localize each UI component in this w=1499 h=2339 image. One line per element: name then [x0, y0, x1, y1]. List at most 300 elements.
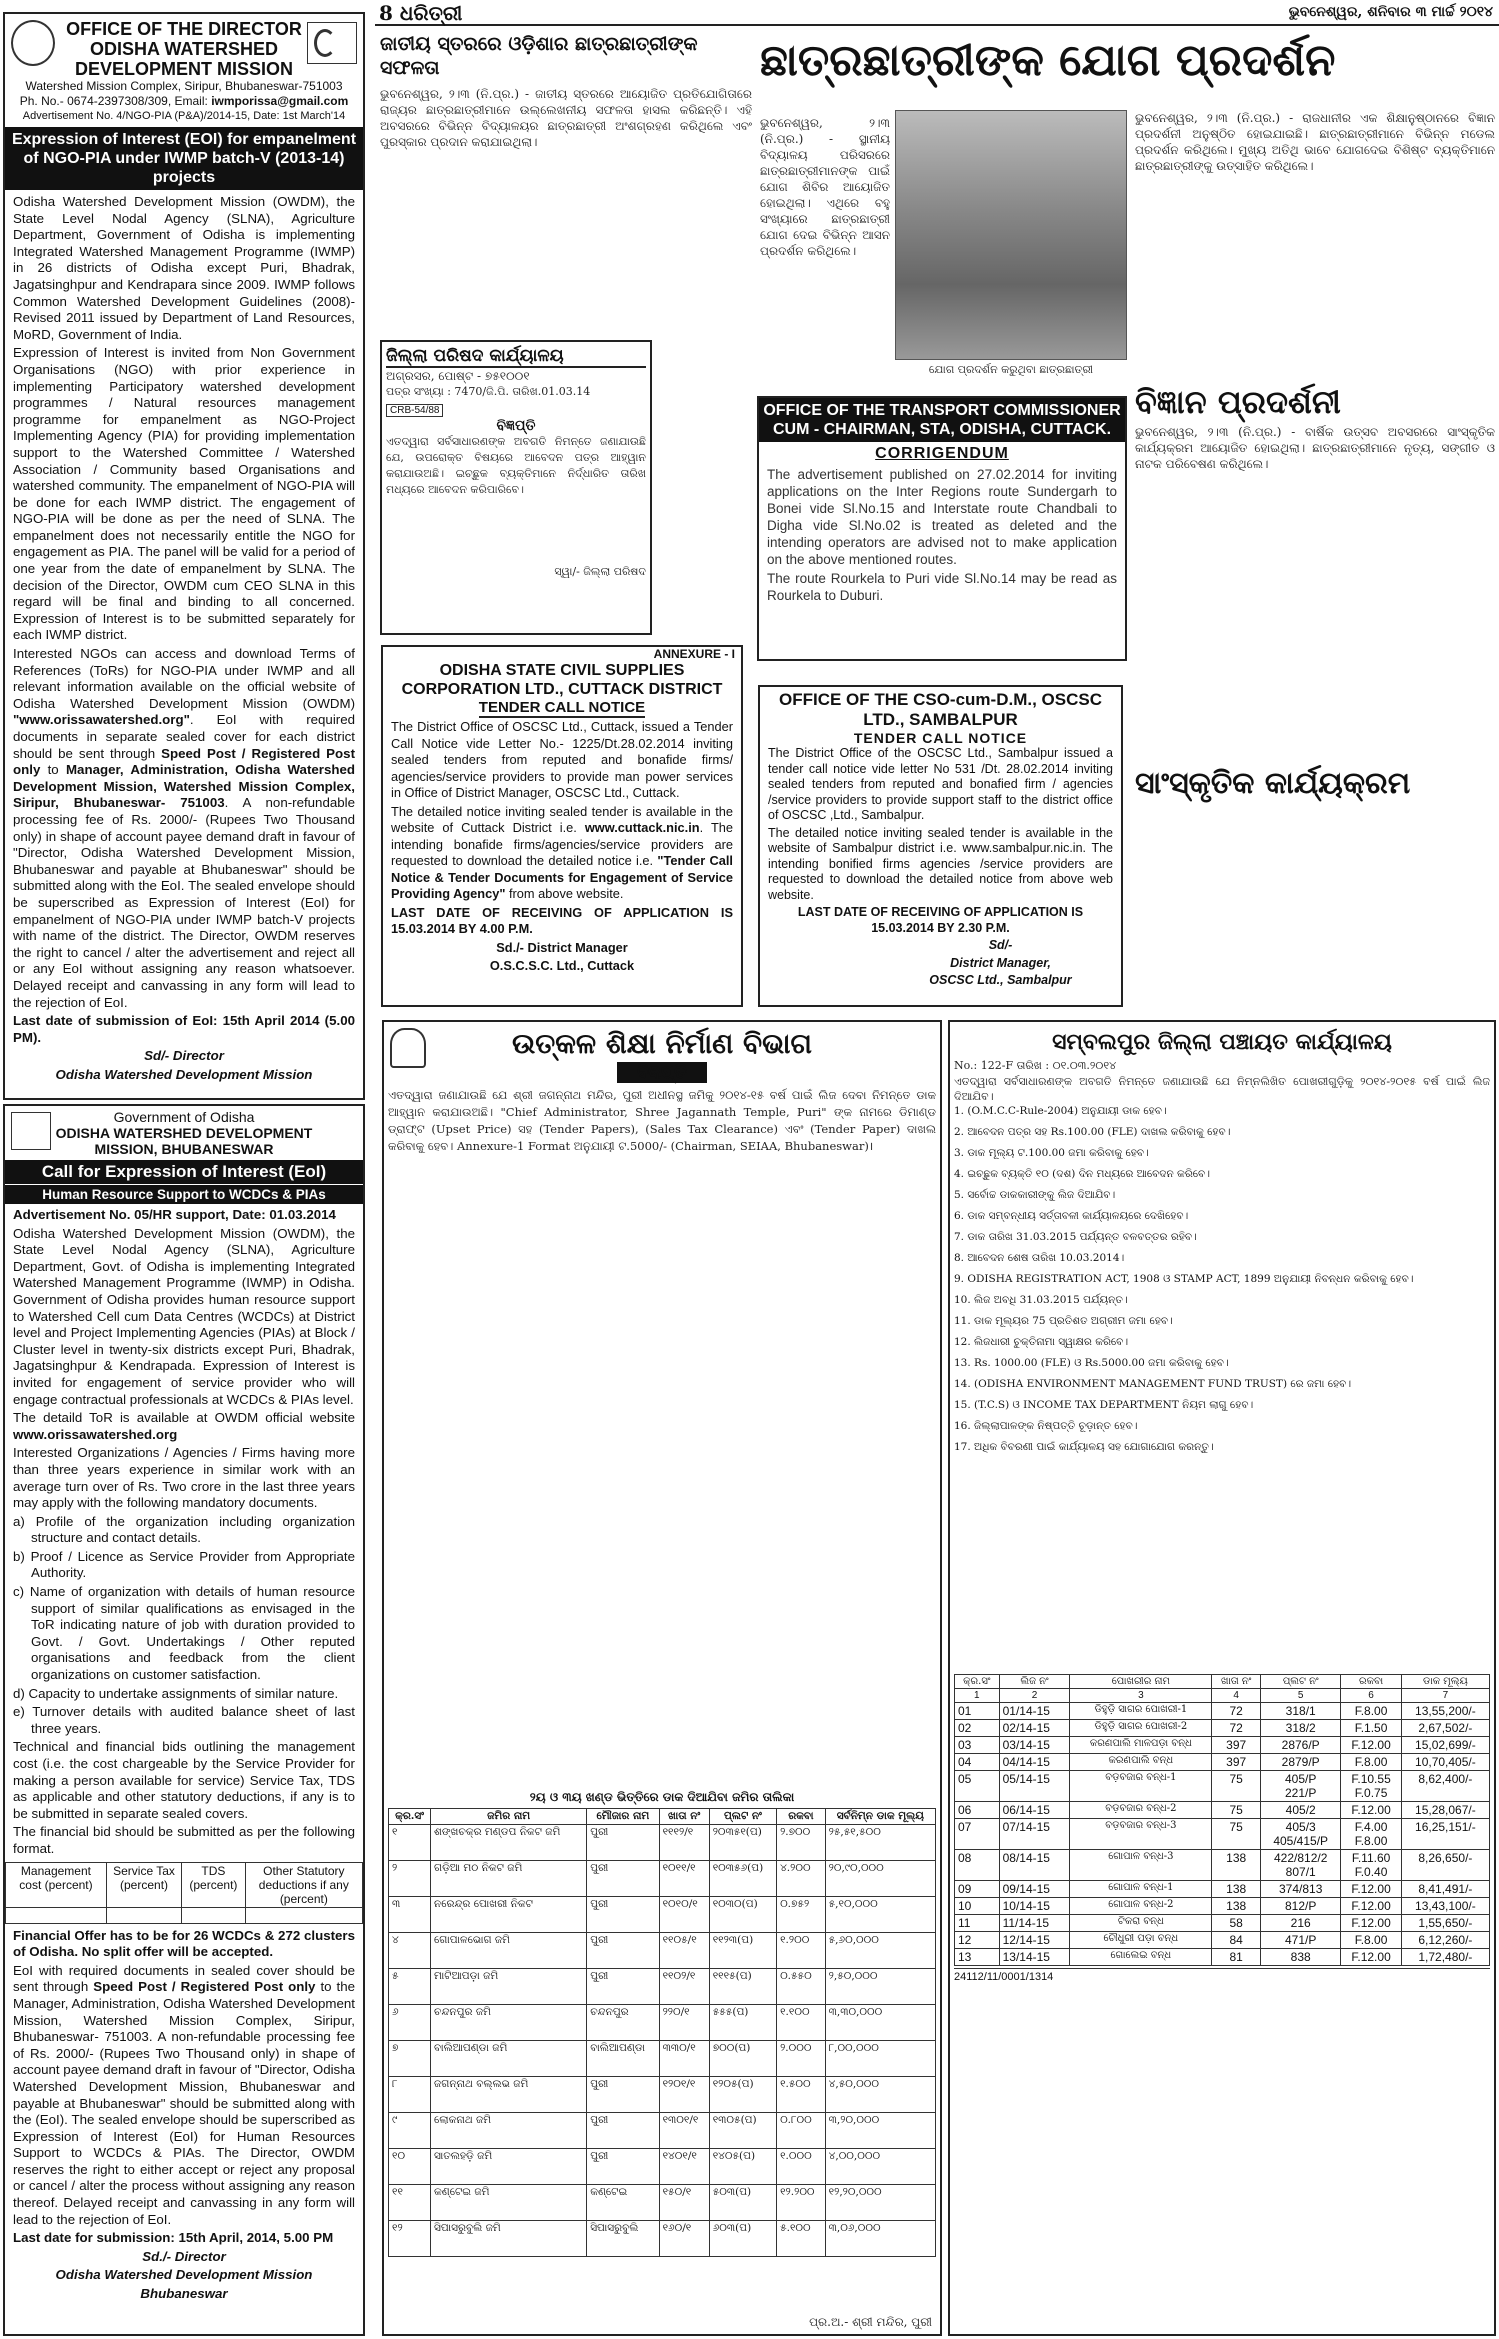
table-cell: 471/P	[1261, 1932, 1341, 1949]
news-article-right	[1135, 110, 1495, 1010]
table-cell: ୪.୨୦୦	[777, 1861, 826, 1897]
title-line: DEVELOPMENT MISSION	[74, 59, 294, 79]
table-cell: ୭୦୦(ପ)	[709, 2041, 776, 2077]
table-cell: ୧.୦୦୦	[777, 2149, 826, 2185]
table-cell: ସିପାସରୁବୁଲି ଜମି	[431, 2221, 587, 2257]
table-cell: ୩,୨୦,୦୦୦	[825, 2113, 935, 2149]
table-cell: F.1.50	[1341, 1720, 1401, 1737]
ad-subtitle: ବିଜ୍ଞପ୍ତି	[617, 1062, 707, 1083]
text: . The intending bonafide firms/agencies/service providers are requested to download the detailed notice i.e.	[391, 820, 733, 868]
table-row	[955, 1949, 1490, 1966]
text: The detaild ToR is available at OWDM official website	[13, 1410, 355, 1426]
column-header: ରକବା	[777, 1809, 826, 1825]
column-number: 7	[1401, 1689, 1489, 1703]
table-cell: 06/14-15	[999, 1802, 1070, 1819]
table-cell: 12	[955, 1932, 1000, 1949]
table-cell: F.12.00	[1341, 1802, 1401, 1819]
last-date: Last date of submission of EoI: 15th April 2014 (5.00 PM).	[13, 1013, 355, 1045]
condition-item: 15. (T.C.S) ଓ INCOME TAX DEPARTMENT ନିୟମ ଲାଗୁ ହେବ।	[954, 1399, 1254, 1411]
table-cell: ୧୩୦୫(ପ)	[709, 2113, 776, 2149]
paragraph: The route Rourkela to Puri vide Sl.No.14 may be read as Rourkela to Duburi.	[767, 571, 1117, 603]
reference-number: No.: 122-F ତାରିଖ : ୦୧.୦୩.୨୦୧୪	[954, 1059, 1117, 1072]
condition-item: 1. (O.M.C.C-Rule-2004) ଅନୁଯାୟୀ ଡାକ ହେବ।	[954, 1105, 1167, 1117]
table-cell: ୩୩୦/୧	[659, 2041, 709, 2077]
table-cell: 01/14-15	[999, 1703, 1070, 1720]
table-cell: 81	[1212, 1949, 1261, 1966]
table-cell: ବଡ଼ବଜାର ବନ୍ଧ-2	[1070, 1802, 1212, 1819]
table-cell: ବଡ଼ବଜାର ବନ୍ଧ-3	[1070, 1819, 1212, 1850]
table-row	[389, 2185, 936, 2221]
table-cell: F.4.00 F.8.00	[1341, 1819, 1401, 1850]
headline: ବିଜ୍ଞାନ ପ୍ରଦର୍ଶନୀ	[1135, 383, 1341, 421]
table-cell: ୦.୫୫୦	[777, 1969, 826, 2005]
signature: Sd./- District Manager	[496, 939, 628, 955]
table-cell: 75	[1212, 1819, 1261, 1850]
table-cell: ୧୦୧୦/୧	[659, 1897, 709, 1933]
paragraph: The District Office of the OSCSC Ltd., Sambalpur issued a tender call notice vide letter No 531 /Dt. 28.02.2014 inviting sealed tenders from reputed and bonafied firm / agencies /service providers to provide support staff to the district office of OSCSC ,Ltd., Sambalpur.	[768, 746, 1113, 822]
table-cell: 2876/P	[1261, 1737, 1341, 1754]
table-cell: ଗୋପାଳ ବନ୍ଧ-1	[1070, 1881, 1212, 1898]
table-cell: F.12.00	[1341, 1898, 1401, 1915]
page-number: 8 ଧରିତ୍ରୀ	[379, 1, 463, 25]
table-cell: ୧୪୦୧/୧	[659, 2149, 709, 2185]
table-cell: ୧.୫୦୦	[777, 2077, 826, 2113]
column-header: Management cost (percent)	[6, 1862, 107, 1907]
table-cell: 15,28,067/-	[1401, 1802, 1489, 1819]
pond-lease-ad	[948, 1020, 1496, 2336]
table-cell: 12/14-15	[999, 1932, 1070, 1949]
ad-code: CRB-54/88	[386, 404, 443, 417]
table-row	[389, 2113, 936, 2149]
table-cell: 75	[1212, 1771, 1261, 1802]
text: Manager, Administration, Odisha Watershed Development Mission, Watershed Mission Complex, Siripur, Bhubaneswar- 751003	[13, 762, 355, 811]
table-row	[955, 1850, 1490, 1881]
table-cell: ୪,୦୦,୦୦୦	[825, 2149, 935, 2185]
last-date: Last date for submission: 15th April, 2014, 5.00 PM	[13, 2230, 334, 2246]
table-cell: ୫,୧୦,୦୦୦	[825, 1897, 935, 1933]
table-cell: ଚୌଧୁରୀ ପଡ଼ା ବନ୍ଧ	[1070, 1932, 1212, 1949]
table-cell: ୦.୮୦୦	[777, 2113, 826, 2149]
table-cell: ୮	[389, 2077, 431, 2113]
table-cell: 812/P	[1261, 1898, 1341, 1915]
table-row	[955, 1737, 1490, 1754]
table-cell: ୩,୩୦,୦୦୦	[825, 2005, 935, 2041]
table-cell: F.11.60 F.0.40	[1341, 1850, 1401, 1881]
table-row	[955, 1898, 1490, 1915]
column-header: କ୍ର.ସଂ	[955, 1675, 1000, 1689]
table-cell: ୧୦୩୦(ପ)	[709, 1897, 776, 1933]
table-cell: 422/812/2 807/1	[1261, 1850, 1341, 1881]
column-header: ରକବା	[1341, 1675, 1401, 1689]
column-header: ଜମିର ନାମ	[431, 1809, 587, 1825]
table-cell: 2879/P	[1261, 1754, 1341, 1771]
text: from above website.	[505, 886, 624, 901]
table-cell: 216	[1261, 1915, 1341, 1932]
table-cell: 405/3 405/415/P	[1261, 1819, 1341, 1850]
condition-item: 11. ଡାକ ମୂଲ୍ୟର 75 ପ୍ରତିଶତ ଅଗ୍ରୀମ ଜମା ହେବ।	[954, 1315, 1173, 1327]
table-header-row	[955, 1675, 1490, 1689]
conditions-list	[954, 1104, 1490, 1674]
table-cell: 13	[955, 1949, 1000, 1966]
table-cell: ଡିହୁଡ଼ି ସାଗର ପୋଖରୀ-1	[1070, 1703, 1212, 1720]
transport-corrigendum-ad	[757, 396, 1127, 661]
table-cell: 397	[1212, 1754, 1261, 1771]
column-header: ଖାତା ନଂ	[659, 1809, 709, 1825]
table-row	[955, 1819, 1490, 1850]
eoi-banner: Call for Expression of Interest (EoI)	[5, 1160, 363, 1184]
table-cell: 318/1	[1261, 1703, 1341, 1720]
signature: ପ୍ର.ଅ.- ଶ୍ରୀ ମନ୍ଦିର, ପୁରୀ	[809, 2315, 932, 2329]
condition-item: 9. ODISHA REGISTRATION ACT, 1908 ଓ STAMP ACT, 1899 ଅନୁଯାୟୀ ନିବନ୍ଧନ କରିବାକୁ ହେବ।	[954, 1273, 1414, 1285]
table-cell: F.8.00	[1341, 1754, 1401, 1771]
paragraph: Interested Organizations / Agencies / Firms having more than three years experience in similar work with an average turn over of Rs. Two crore in the last three years may apply with the following mandatory documents.	[13, 1445, 355, 1511]
condition-item: 13. Rs. 1000.00 (FLE) ଓ Rs.5000.00 ଜମା କରିବାକୁ ହେବ।	[954, 1357, 1229, 1369]
table-cell: 405/2	[1261, 1802, 1341, 1819]
table-cell: ପୁରୀ	[587, 2113, 659, 2149]
table-cell: ୨୦୩୫୧(ପ)	[709, 1825, 776, 1861]
condition-item: 6. ଡାକ ସମ୍ବନ୍ଧୀୟ ସର୍ତ୍ତାବଳୀ କାର୍ଯ୍ୟାଳୟରେ ଦେଖିହେବ।	[954, 1210, 1189, 1222]
table-cell: ଚନ୍ଦନପୁର	[587, 2005, 659, 2041]
table-cell: 10/14-15	[999, 1898, 1070, 1915]
annexure-label: ANNEXURE - I	[653, 647, 735, 661]
email-link[interactable]: iwmporissa@gmail.com	[211, 94, 349, 108]
page-masthead	[375, 0, 1499, 26]
table-cell: ଚନ୍ଦନପୁର ଜମି	[431, 2005, 587, 2041]
column-header: ଲିଜ ନଂ	[999, 1675, 1070, 1689]
table-cell: ୫୦୩(ପ)	[709, 2185, 776, 2221]
table-cell: ୧୩୦୧/୧	[659, 2113, 709, 2149]
table-cell: 10,70,405/-	[1401, 1754, 1489, 1771]
signature: District Manager,	[950, 955, 1051, 970]
article-body: ଭୁବନେଶ୍ୱର, ୨।୩ (ନି.ପ୍ର.) - ବାର୍ଷିକ ଉତ୍ସବ ଅବସରରେ ସାଂସ୍କୃତିକ କାର୍ଯ୍ୟକ୍ରମ ଆୟୋଜିତ ହୋଇଥିଲା। ଛାତ୍ରଛାତ୍ରୀମାନେ ନୃତ୍ୟ, ସଙ୍ଗୀତ ଓ ନାଟକ ପରିବେଷଣ କରିଥିଲେ।	[1135, 425, 1495, 471]
eoi-banner: Expression of Interest (EOI) for empanelment of NGO-PIA under IWMP batch-V (2013-14) projects	[5, 127, 363, 190]
table-cell: ଗୋପାଳ ବନ୍ଧ-3	[1070, 1850, 1212, 1881]
column-header: ଡାକ ମୂଲ୍ୟ	[1401, 1675, 1489, 1689]
table-cell: ୨୨୦/୧	[659, 2005, 709, 2041]
table-cell: ୧୨,୨୦,୦୦୦	[825, 2185, 935, 2221]
table-row	[955, 1802, 1490, 1819]
advertisement-number: Advertisement No. 4/NGO-PIA (P&A)/2014-15, Date: 1st March'14	[22, 110, 346, 122]
table-cell: 75	[1212, 1802, 1261, 1819]
table-cell: ୧୧୧୫(ପ)	[709, 1969, 776, 2005]
ad-title: ODISHA STATE CIVIL SUPPLIES CORPORATION LTD., CUTTACK DISTRICT	[401, 662, 723, 698]
table-cell: 09	[955, 1881, 1000, 1898]
pond-list-table	[954, 1674, 1490, 1966]
corrigendum-heading: CORRIGENDUM	[875, 445, 1009, 462]
ad-code: 24112/11/0001/1314	[954, 1968, 1490, 1983]
owdm-logo-icon	[307, 22, 357, 64]
text: . A non-refundable processing fee of Rs. 2000/- (Rupees Two Thousand only) in shape of account payee demand draft in favour of "Director, Odisha Watershed Development Mission, Bhubaneswar and payable at Bhubaneswar" should be submitted along with the EoI. The sealed envelope should be superscribed as Expression of Interest (EoI) for empanelment of NGO-PIA under IWMP batch-V projects with name of the district. The Director, OWDM reserves the right to cancel / alter the advertisement and reject all or any EoI without assigning any reason whatsoever. Delayed receipt and canvassing in any form will lead to the rejection of EoI.	[13, 795, 355, 1010]
table-row	[389, 1969, 936, 2005]
oscsc-cuttack-tender-ad	[381, 645, 743, 1007]
table-cell: ପୁରୀ	[587, 2149, 659, 2185]
paragraph: The District Office of OSCSC Ltd., Cuttack, issued a Tender Call Notice vide Letter No.- 1225/Dt.28.02.2014 inviting sealed tenders from reputed and bonafide firms/ agencies/service providers to provide man power services in Office of District Manager, OSCSC Ltd., Cuttack.	[391, 719, 733, 800]
signature: OSCSC Ltd., Sambalpur	[929, 973, 1072, 987]
table-row	[955, 1881, 1490, 1898]
paragraph: Expression of Interest is invited from Non Government Organisations (NGO) with prior experience in implementing Participatory watershed development programmes / Natural resources management programme for empanelment as NGO-Project Implementing Agency (PIA) for providing implementation support to the Watershed Committee / Watershed Association / Community based Organisations and watershed community. The empanelment of NGO-PIA will be done for each IWMP district. The engagement of NGO-PIA will be done as per the need of SLNA. The empanelment does not necessarily entitle the NGO for engagement as PIA. The panel will be valid for a period of one year from the date of empanelment by SLNA. The decision of the Director, OWDM cum CEO SLNA in this regard will be final and binding to all concerned. Expression of Interest is to be submitted separately for each IWMP district.	[13, 345, 355, 643]
table-cell: F.12.00	[1341, 1737, 1401, 1754]
table-cell: 03/14-15	[999, 1737, 1070, 1754]
table-row	[389, 1897, 936, 1933]
table-cell: ଶଙ୍ଖଚକ୍ର ମଣ୍ଡପ ନିକଟ ଜମି	[431, 1825, 587, 1861]
table-cell: ଜଗନ୍ନାଥ ବଲ୍ଲଭ ଜମି	[431, 2077, 587, 2113]
paragraph	[391, 804, 733, 903]
table-row	[389, 2149, 936, 2185]
table-cell: 03	[955, 1737, 1000, 1754]
table-cell: ୦.୭୫୨	[777, 1897, 826, 1933]
table-cell: ୨	[389, 1861, 431, 1897]
table-cell: ୭	[389, 2041, 431, 2077]
condition-item: 12. ଲିଜଧାରୀ ଚୁକ୍ତିନାମା ସ୍ୱାକ୍ଷର କରିବେ।	[954, 1336, 1129, 1348]
column-header: କ୍ର.ସଂ	[389, 1809, 431, 1825]
ad-title: ଉତ୍କଳ ଶିକ୍ଷା ନିର୍ମାଣ ବିଭାଗ	[511, 1027, 813, 1060]
table-cell: ବଡ଼ବଜାର ବନ୍ଧ-1	[1070, 1771, 1212, 1802]
table-cell: ୧	[389, 1825, 431, 1861]
table-cell: 11/14-15	[999, 1915, 1070, 1932]
signature: ସ୍ୱା/- ଜିଲ୍ଲା ପରିଷଦ	[554, 565, 646, 578]
condition-item: 14. (ODISHA ENVIRONMENT MANAGEMENT FUND TRUST) ରେ ଜମା ହେବ।	[954, 1378, 1352, 1390]
title-line: ODISHA WATERSHED DEVELOPMENT	[55, 1125, 313, 1141]
table-row	[955, 1720, 1490, 1737]
table-cell: 04/14-15	[999, 1754, 1070, 1771]
column-number: 4	[1212, 1689, 1261, 1703]
list-item: a) Profile of the organization including organization structure and contact details.	[13, 1513, 355, 1546]
table-cell: F.12.00	[1341, 1949, 1401, 1966]
page-date: ଭୁବନେଶ୍ୱର, ଶନିବାର ୩ ମାର୍ଚ୍ଚ ୨୦୧୪	[1288, 4, 1493, 20]
table-cell: 838	[1261, 1949, 1341, 1966]
text: The detailed notice inviting sealed tender is available in the website of Cuttack District i.e.	[391, 803, 733, 835]
column-header: ମୌଜାର ନାମ	[587, 1809, 659, 1825]
table-cell: ୧୨	[389, 2221, 431, 2257]
list-item: e) Turnover details with audited balance sheet of last three years.	[13, 1704, 355, 1736]
tender-heading: TENDER CALL NOTICE	[853, 730, 1028, 746]
table-cell: 13,55,200/-	[1401, 1703, 1489, 1720]
article-body: ଭୁବନେଶ୍ୱର, ୨।୩ (ନି.ପ୍ର.) - ସ୍ଥାନୀୟ ବିଦ୍ୟାଳୟ ପରିସରରେ ଛାତ୍ରଛାତ୍ରୀମାନଙ୍କ ପାଇଁ ଯୋଗ ଶିବିର ଆୟୋଜିତ ହୋଇଥିଲା। ଏଥିରେ ବହୁ ସଂଖ୍ୟାରେ ଛାତ୍ରଛାତ୍ରୀ ଯୋଗ ଦେଇ ବିଭିନ୍ନ ଆସନ ପ୍ରଦର୍ଶନ କରିଥିଲେ।	[760, 116, 890, 258]
table-cell: 16,25,151/-	[1401, 1819, 1489, 1850]
table-cell: 05/14-15	[999, 1771, 1070, 1802]
text: Interested NGOs can access and download Terms of References (ToRs) for NGO-PIA under IWMP and all relevant information available on the official website of Odisha Watershed Development Mission (OWDM)	[13, 646, 355, 711]
reference-number: ପତ୍ର ସଂଖ୍ୟା : 7470/ଜି.ପି. ତାରିଖ.01.03.14	[386, 385, 591, 398]
paragraph	[13, 646, 355, 1011]
text: to the Manager, Administration, Odisha Watershed Development Mission, Watershed Mission Complex, Siripur, Bhubaneswar- 751003. A non-refundable processing fee of Rs. 2000/- (Rupees Two Thousand only) in shape of account payee demand draft in favour of "Director, Odisha Watershed Development Mission, Bhubaneswar and payable at Bhubaneswar" should be submitted along with the (EoI). The sealed envelope should be superscribed as Expression of Interest (EoI) for Human Resources Support to WCDCs & PIAs. The Director, OWDM reserves the right to either accept or reject any proposal or cancel / alter the process without assigning any reason thereof. Delayed receipt and canvassing in any form will lead to the rejection of EoI.	[13, 1979, 356, 2227]
yoga-photo	[895, 110, 1127, 360]
table-row	[955, 1932, 1490, 1949]
column-number: 2	[999, 1689, 1070, 1703]
table-cell: ବାଲିଆପଣ୍ଡା	[587, 2041, 659, 2077]
odisha-emblem-icon	[11, 20, 55, 66]
table-cell: ୬୦୩(ପ)	[709, 2221, 776, 2257]
condition-item: 10. ଲିଜ ଅବଧି 31.03.2015 ପର୍ଯ୍ୟନ୍ତ।	[954, 1294, 1128, 1306]
signature: Sd./- Director	[142, 2248, 226, 2264]
table-cell: 08/14-15	[999, 1850, 1070, 1881]
oscsc-sambalpur-tender-ad	[758, 685, 1123, 1007]
table-cell: 08	[955, 1850, 1000, 1881]
financial-bid-format-table	[5, 1862, 363, 1924]
table-cell: 13/14-15	[999, 1949, 1070, 1966]
table-row	[389, 1933, 936, 1969]
table-row	[955, 1915, 1490, 1932]
table-cell: ୧.୧୦୦	[777, 2005, 826, 2041]
owdm-eoi-advertisement	[3, 12, 365, 1100]
notice-subtitle: ବିଜ୍ଞପ୍ତି	[496, 418, 536, 434]
column-header: Other Statutory deductions if any (percent)	[245, 1862, 362, 1907]
column-header: ଖାତା ନଂ	[1212, 1675, 1261, 1689]
table-row	[955, 1771, 1490, 1802]
headline: ଜାତୀୟ ସ୍ତରରେ ଓଡ଼ିଶାର ଛାତ୍ରଛାତ୍ରୀଙ୍କ ସଫଳତା	[380, 33, 698, 79]
table-cell: ୧୪୦୫(ପ)	[709, 2149, 776, 2185]
last-date: LAST DATE OF RECEIVING OF APPLICATION IS 15.03.2014 BY 2.30 P.M.	[797, 905, 1084, 935]
owdm-logo-icon	[11, 1112, 51, 1150]
paragraph: The advertisement published on 27.02.2014 for inviting applications on the Inter Regions route Sundergarh to Bonei vide Sl.No.15 and Interstate route Chandbali to Digha vide Sl.No.02 is treated as deleted and the intending operators are advised not to make application on the above mentioned routes.	[767, 467, 1117, 567]
list-item: b) Proof / Licence as Service Provider from Appropriate Authority.	[13, 1548, 355, 1581]
table-cell: ଲୋକନାଥ ଜମି	[431, 2113, 587, 2149]
table-cell: ୪	[389, 1933, 431, 1969]
table-cell: ୧୨୦୧/୧	[659, 2077, 709, 2113]
condition-item: 5. ସର୍ବୋଚ୍ଚ ଡାକକାରୀଙ୍କୁ ଲିଜ ଦିଆଯିବ।	[954, 1189, 1116, 1201]
table-cell: ୫୫୫(ପ)	[709, 2005, 776, 2041]
website-link[interactable]: www.orissawatershed.org	[13, 1426, 178, 1442]
title-line: Government of Odisha	[113, 1109, 255, 1125]
table-cell: ପୁରୀ	[587, 1933, 659, 1969]
table-cell: F.8.00	[1341, 1932, 1401, 1949]
table-cell: କରଣପାଲି ମାଳପଡ଼ା ବନ୍ଧ	[1070, 1737, 1212, 1754]
table-cell: ୧୫୦/୧	[659, 2185, 709, 2221]
column-header: TDS (percent)	[182, 1862, 246, 1907]
paragraph: The detailed notice inviting sealed tender is available in the website of Sambalpur district i.e. www.sambalpur.nic.in. The intending bonified firms agencies /service providers are requested to download the detailed notice from above web website.	[768, 825, 1113, 902]
table-row	[389, 2041, 936, 2077]
website-link[interactable]: "www.orissawatershed.org"	[13, 712, 190, 728]
table-cell: ୨୦,୯୦,୦୦୦	[825, 1861, 935, 1897]
table-cell: F.12.00	[1341, 1915, 1401, 1932]
table-cell: ୧୨.୨୦୦	[777, 2185, 826, 2221]
column-header: ସର୍ବନିମ୍ନ ଡାକ ମୂଲ୍ୟ	[825, 1809, 935, 1825]
table-cell: ୨୫,୫୧,୫୦୦	[825, 1825, 935, 1861]
financial-offer-note: Financial Offer has to be for 26 WCDCs & 272 clusters of Odisha. No split offer will be accepted.	[13, 1927, 355, 1960]
paragraph: Technical and financial bids outlining the management cost (i.e. the cost chargeable by the Service Provider for making a person available for service) Service Tax, TDS as applicable and other statutory deductions, if any is to be submitted in separate sealed covers.	[13, 1739, 355, 1821]
table-cell: ପୁରୀ	[587, 1897, 659, 1933]
table-number-row	[955, 1689, 1490, 1703]
table-cell: 8,62,400/-	[1401, 1771, 1489, 1802]
last-date: LAST DATE OF RECEIVING OF APPLICATION IS 15.03.2014 BY 4.00 P.M.	[391, 904, 733, 936]
table-cell: ନରେନ୍ଦ୍ର ପୋଖରୀ ନିକଟ	[431, 1897, 587, 1933]
table-cell: ପୁରୀ	[587, 1861, 659, 1897]
table-cell: ପୁରୀ	[587, 1969, 659, 2005]
headline: ସାଂସ୍କୃତିକ କାର୍ଯ୍ୟକ୍ରମ	[1135, 766, 1411, 801]
column-number: 5	[1261, 1689, 1341, 1703]
table-cell: ଟିକରା ବନ୍ଧ	[1070, 1915, 1212, 1932]
table-cell: ଡିହୁଡ଼ି ସାଗର ପୋଖରୀ-2	[1070, 1720, 1212, 1737]
table-cell: 72	[1212, 1720, 1261, 1737]
table-cell: ଗଡ଼ିଆ ମଠ ନିକଟ ଜମି	[431, 1861, 587, 1897]
table-cell: 2,67,502/-	[1401, 1720, 1489, 1737]
table-cell: 397	[1212, 1737, 1261, 1754]
text: "Tender Call Notice & Tender Documents for Engagement of Service Providing Agency"	[391, 853, 733, 901]
eoi-subbanner: Human Resource Support to WCDCs & PIAs	[5, 1184, 363, 1204]
table-cell: 04	[955, 1754, 1000, 1771]
photo-caption: ଯୋଗ ପ୍ରଦର୍ଶନ କରୁଥିବା ଛାତ୍ରଛାତ୍ରୀ	[928, 363, 1094, 376]
table-cell: F.10.55 F.0.75	[1341, 1771, 1401, 1802]
column-header: ପୋଖରୀର ନାମ	[1070, 1675, 1212, 1689]
table-cell: 405/P 221/P	[1261, 1771, 1341, 1802]
table-cell: 05	[955, 1771, 1000, 1802]
table-cell: 8,26,650/-	[1401, 1850, 1489, 1881]
title-line: ODISHA WATERSHED	[89, 39, 278, 59]
main-headline	[760, 30, 1495, 100]
table-cell: ୧୦୩୫୬(ପ)	[709, 1861, 776, 1897]
table-cell: 10	[955, 1898, 1000, 1915]
column-header: ପ୍ଲଟ ନଂ	[709, 1809, 776, 1825]
table-cell: ଗୋଲେଇ ବନ୍ଧ	[1070, 1949, 1212, 1966]
table-header-row	[389, 1809, 936, 1825]
table-cell: 13,43,100/-	[1401, 1898, 1489, 1915]
table-row	[389, 2221, 936, 2257]
text: Speed Post / Registered Post only	[93, 1979, 316, 1995]
table-cell: 07/14-15	[999, 1819, 1070, 1850]
condition-item: 8. ଆବେଦନ ଶେଷ ତାରିଖ 10.03.2014।	[954, 1252, 1125, 1264]
condition-item: 3. ଡାକ ମୂଲ୍ୟ ଟ.100.00 ଜମା କରିବାକୁ ହେବ।	[954, 1147, 1149, 1159]
table-cell: ୧.୨୦୦	[777, 1933, 826, 1969]
list-item: c) Name of organization with details of human resource support of similar qualifications as envisaged in the ToR indicating nature of job with duration provided to Govt. / Govt. Undertakings / Other reputed organisations and feedback from the client organizations on customer satisfaction.	[13, 1584, 355, 1683]
paragraph	[13, 1963, 355, 2229]
table-cell: ୧୨୦୫(ପ)	[709, 2077, 776, 2113]
table-row	[955, 1754, 1490, 1771]
table-cell: ସାତଲହଡ଼ି ଜମି	[431, 2149, 587, 2185]
table-row	[389, 2077, 936, 2113]
table-cell: ୧୧୦୨/୧	[659, 1969, 709, 2005]
table-cell: 02/14-15	[999, 1720, 1070, 1737]
table-cell: ୫.୧୦୦	[777, 2221, 826, 2257]
ad-title: OFFICE OF THE TRANSPORT COMMISSIONER CUM - CHAIRMAN, STA, ODISHA, CUTTACK.	[759, 398, 1125, 442]
table-row	[6, 1907, 363, 1923]
signature: Odisha Watershed Development Mission	[55, 1066, 313, 1082]
temple-logo-icon	[390, 1028, 426, 1068]
table-cell: 6,12,260/-	[1401, 1932, 1489, 1949]
table-cell: ଗୋପାଳଭୋଗ ଜମି	[431, 1933, 587, 1969]
table-cell: 374/813	[1261, 1881, 1341, 1898]
table-cell: ୨.୭୦୦	[777, 1825, 826, 1861]
table-cell: 01	[955, 1703, 1000, 1720]
table-cell: ୧୧୧୨/୧	[659, 1825, 709, 1861]
headline: ଛାତ୍ରଛାତ୍ରୀଙ୍କ ଯୋଗ ପ୍ରଦର୍ଶନ	[760, 35, 1336, 86]
signature: Bhubaneswar	[140, 2286, 228, 2302]
table-cell: ୧୧୦୫/୧	[659, 1933, 709, 1969]
temple-land-lease-ad	[382, 1020, 942, 2336]
table-cell: 8,41,491/-	[1401, 1881, 1489, 1898]
table-cell: ୨.୦୦୦	[777, 2041, 826, 2077]
table-row	[389, 1861, 936, 1897]
address: Watershed Mission Complex, Siripur, Bhubaneswar-751003	[25, 79, 343, 93]
table-cell: ୧୬୦/୧	[659, 2221, 709, 2257]
table-cell: 1,72,480/-	[1401, 1949, 1489, 1966]
table-cell: 84	[1212, 1932, 1261, 1949]
table-cell: 318/2	[1261, 1720, 1341, 1737]
paragraph: Odisha Watershed Development Mission (OWDM), the State Level Nodal Agency (SLNA), Agriculture Department, Govt. of Odisha is implementing Integrated Watershed Management Programme (IWMP) in Odisha. Government of Odisha provides human resource support to Watershed Cell cum Data Centres (WCDCs) at District level and Project Implementing Agencies (PIAs) at Block / Cluster level in twenty-six districts except Puri, Bhadrak, Jagatsinghpur & Kendrapada. Expression of Interest is invited for engagement of service provider who will engage contractual professionals at WCDCs & PIAs level.	[13, 1225, 355, 1407]
table-row	[389, 1825, 936, 1861]
table-cell: 138	[1212, 1898, 1261, 1915]
website-link[interactable]: www.cuttack.nic.in	[584, 820, 700, 835]
signature: O.S.C.S.C. Ltd., Cuttack	[489, 958, 635, 973]
condition-item: 16. ଜିଲ୍ଲାପାଳଙ୍କ ନିଷ୍ପତ୍ତି ଚୂଡ଼ାନ୍ତ ହେବ।	[954, 1420, 1138, 1432]
table-cell: ସିପାସରୁବୁଲି	[587, 2221, 659, 2257]
table-cell: 138	[1212, 1850, 1261, 1881]
table-title: ୨ୟ ଓ ୩ୟ ଖଣ୍ଡ ଭିତ୍ତିରେ ଡାକ ଦିଆଯିବା ଜମିର ତାଲିକା	[529, 1790, 795, 1804]
text: . EoI with required documents in separate sealed cover for each district should be sent through	[13, 712, 355, 761]
table-cell: 138	[1212, 1881, 1261, 1898]
notice-title: ଜିଲ୍ଲା ପରିଷଦ କାର୍ଯ୍ୟାଳୟ	[386, 346, 646, 368]
table-cell: ଗୋପାଳ ବନ୍ଧ-2	[1070, 1898, 1212, 1915]
ad-title: ସମ୍ବଲପୁର ଜିଲ୍ଲା ପଞ୍ଚାୟତ କାର୍ଯ୍ୟାଳୟ	[1052, 1029, 1392, 1055]
table-row	[955, 1703, 1490, 1720]
